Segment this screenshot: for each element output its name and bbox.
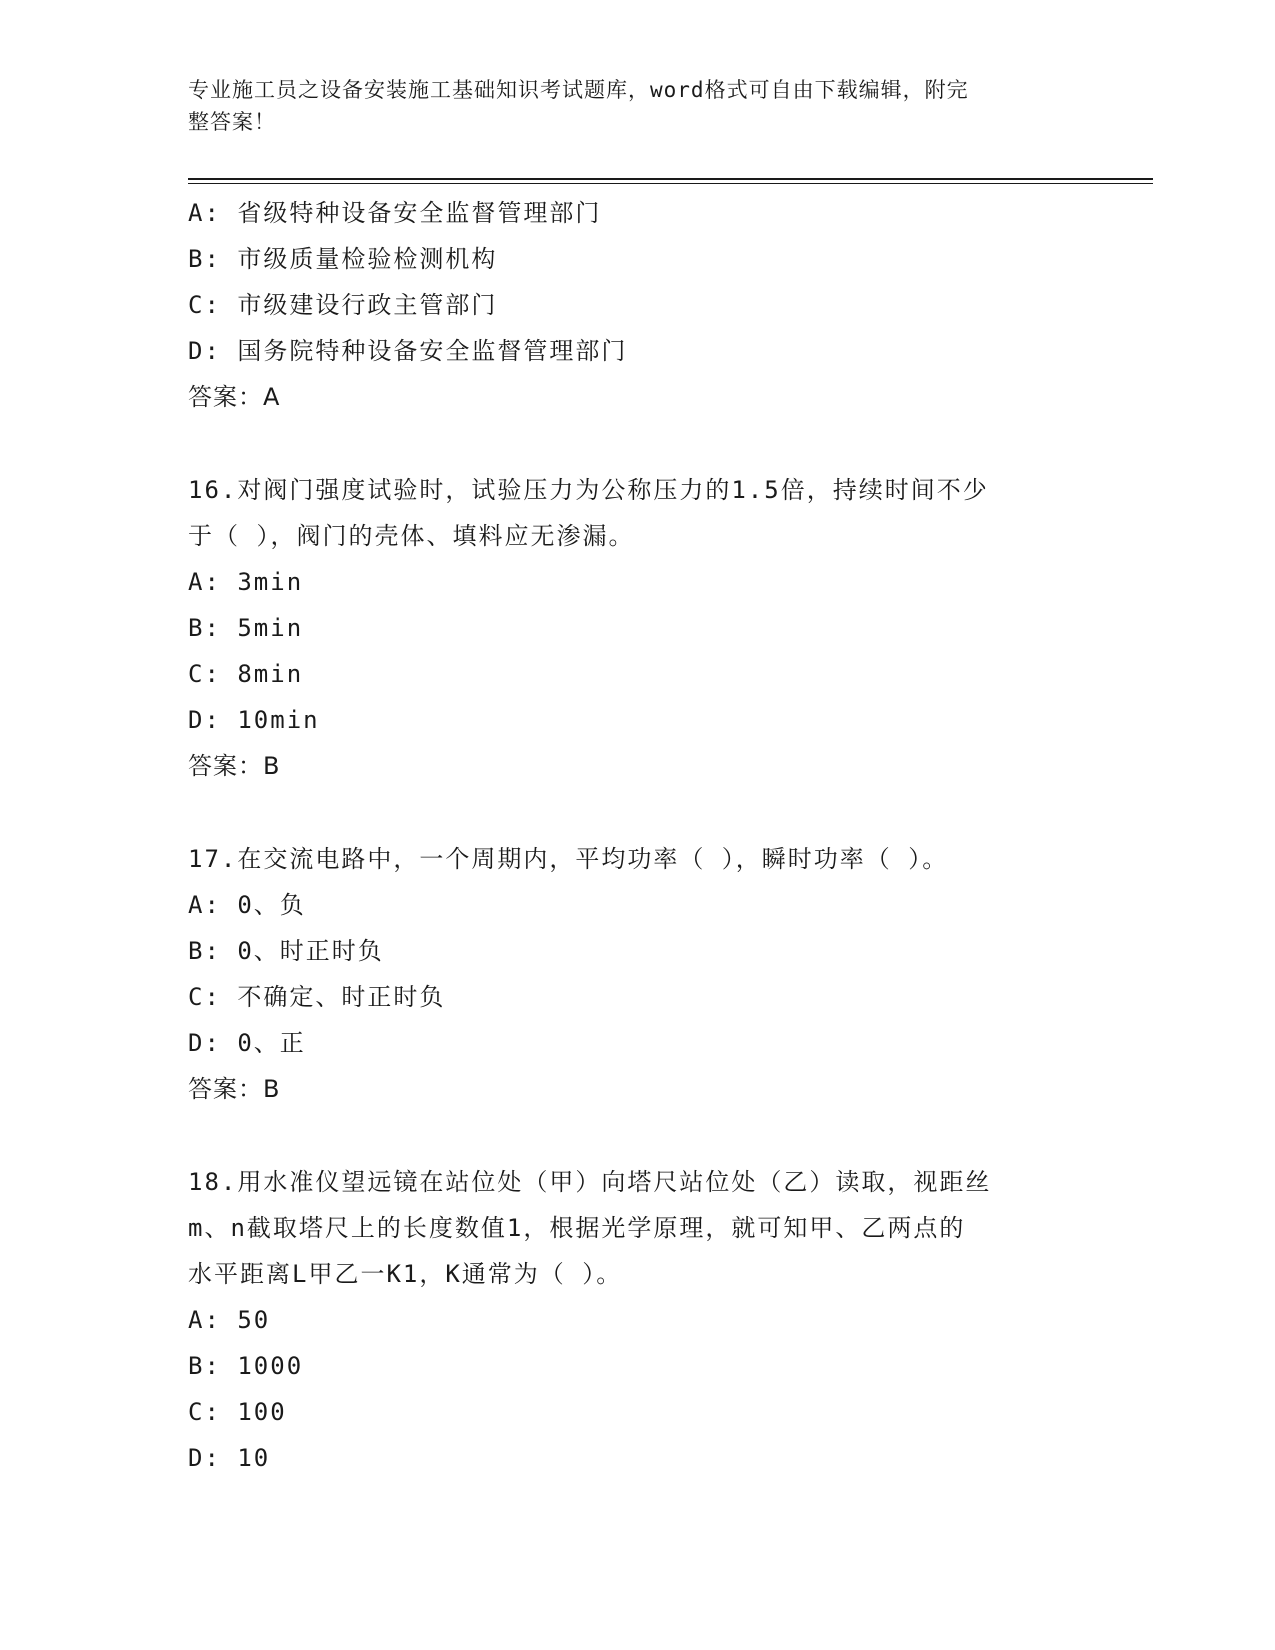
header-divider-thin [188, 183, 1153, 184]
option-d: D: 10min [188, 706, 320, 734]
answer-line: 答案：B [188, 1075, 281, 1103]
option-c: C: 市级建设行政主管部门 [188, 291, 498, 319]
option-a: A: 3min [188, 568, 304, 596]
document-header [188, 74, 1068, 138]
option-b: B: 0、时正时负 [188, 937, 384, 965]
question-15-fragment [188, 190, 1088, 420]
option-c: C: 8min [188, 660, 304, 688]
answer-line: 答案：B [188, 752, 281, 780]
spacer [188, 420, 1088, 467]
option-a: A: 省级特种设备安全监督管理部门 [188, 199, 602, 227]
option-c: C: 100 [188, 1398, 287, 1426]
option-b: B: 市级质量检验检测机构 [188, 245, 498, 273]
option-c: C: 不确定、时正时负 [188, 983, 446, 1011]
spacer [188, 1112, 1088, 1159]
header-divider-thick [188, 178, 1153, 180]
option-a: A: 50 [188, 1306, 271, 1334]
question-16 [188, 467, 1088, 789]
header-line-2: 整答案！ [188, 110, 276, 134]
question-stem: m、n截取塔尺上的长度数值1，根据光学原理，就可知甲、乙两点的 [188, 1214, 966, 1242]
question-stem: 18.用水准仪望远镜在站位处（甲）向塔尺站位处（乙）读取，视距丝 [188, 1168, 992, 1196]
spacer [188, 789, 1088, 836]
option-d: D: 10 [188, 1444, 271, 1472]
question-stem: 于（ ），阀门的壳体、填料应无渗漏。 [188, 522, 635, 550]
answer-line: 答案：A [188, 383, 281, 411]
option-a: A: 0、负 [188, 891, 306, 919]
question-stem: 16.对阀门强度试验时，试验压力为公称压力的1.5倍，持续时间不少 [188, 476, 989, 504]
option-b: B: 1000 [188, 1352, 304, 1380]
option-b: B: 5min [188, 614, 304, 642]
question-stem: 水平距离L甲乙一K1，K通常为（ ）。 [188, 1260, 623, 1288]
question-list [188, 190, 1088, 1481]
header-line-1: 专业施工员之设备安装施工基础知识考试题库，word格式可自由下载编辑，附完 [188, 78, 969, 102]
question-18 [188, 1159, 1088, 1481]
option-d: D: 国务院特种设备安全监督管理部门 [188, 337, 628, 365]
question-stem: 17.在交流电路中，一个周期内，平均功率（ ），瞬时功率（ ）。 [188, 845, 949, 873]
question-17 [188, 836, 1088, 1112]
option-d: D: 0、正 [188, 1029, 306, 1057]
